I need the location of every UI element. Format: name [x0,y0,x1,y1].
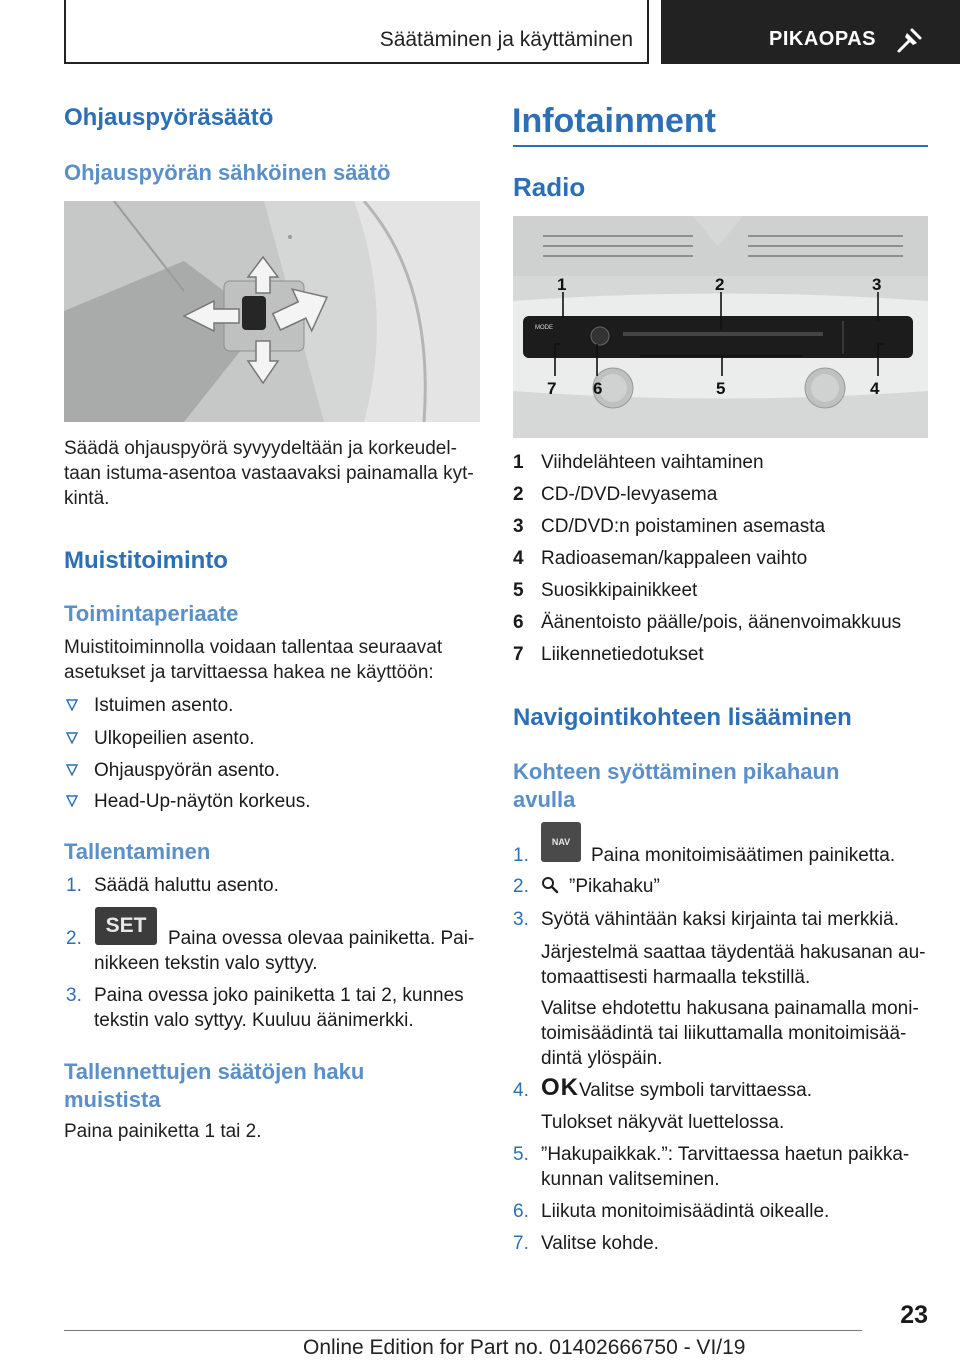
legend-text: Viihdelähteen vaihtaminen [541,452,764,473]
step-text: Tulokset näkyvät luettelossa. [541,1112,785,1133]
principle-description: Muistitoiminnolla voidaan tallentaa seuraavat asetukset ja tarvittaessa hakea ne käyttöön: [64,637,443,683]
step-number: 2. [513,876,529,897]
nav-button-icon: NAV [541,822,581,862]
step-number: 5. [513,1144,529,1165]
heading-rule [513,145,928,147]
step-text: ”Hakupaikkak.”: Tarvittaessa haetun paikka- kunnan valitseminen. [541,1144,910,1190]
legend-number: 7 [513,644,524,665]
step-number: 2. [66,928,82,949]
callout-5: 5 [716,379,726,398]
steering-description: Säädä ohjauspyörä syvyydeltään ja korkeudel- taan istuma-asentoa vastaavaksi painamalla kyt- kintä. [64,438,474,509]
step-text: Liikuta monitoimisäädintä oikealle. [541,1201,830,1222]
step-number: 3. [513,909,529,930]
step-text: Valitse kohde. [541,1233,659,1254]
step-number: 4. [513,1080,529,1101]
legend-text: Äänentoisto päälle/pois, äänenvoimakkuus [541,612,902,633]
legend-number: 2 [513,484,524,505]
callout-2: 2 [715,275,725,294]
legend-number: 4 [513,548,524,569]
step-number: 1. [66,875,82,896]
step-text: ”Pikahaku” [569,876,660,897]
header-tab[interactable] [661,0,960,64]
footer-edition: Online Edition for Part no. 01402666750 - VI/19 [303,1336,746,1359]
callout-7: 7 [547,379,557,398]
heading-radio: Radio [513,172,586,202]
step-number: 1. [513,845,529,866]
triangle-bullet-icon [66,732,78,744]
heading-infotainment: Infotainment [512,102,716,140]
steering-adjust-image [64,201,480,422]
page-number: 23 [900,1301,928,1329]
legend-text: Radioaseman/kappaleen vaihto [541,548,808,569]
step-text: Paina ovessa olevaa painiketta. Pai- [168,928,475,949]
triangle-bullet-icon [66,764,78,776]
search-icon [541,876,559,894]
legend-text: CD-/DVD-levyasema [541,484,718,505]
header-tab-label: PIKAOPAS [769,28,876,50]
step-text: Säädä haluttu asento. [94,875,279,896]
radio-panel-image [513,216,928,438]
step-text: Paina ovessa joko painiketta 1 tai 2, kunnes [94,985,464,1006]
heading-save: Tallentaminen [64,839,211,864]
heading-navigation: Navigointikohteen lisääminen [513,704,852,731]
legend-number: 6 [513,612,524,633]
step-text: Valitse ehdotettu hakusana painamalla moni- toimisäädintä tai liikuttamalla monitoimisää- dintä ylöspäin. [541,998,919,1069]
triangle-bullet-icon [66,699,78,711]
recall-description: Paina painiketta 1 tai 2. [64,1121,262,1142]
step-text: Syötä vähintään kaksi kirjainta tai merkkiä. [541,909,899,930]
legend-text: CD/DVD:n poistaminen asemasta [541,516,826,537]
step-text: Järjestelmä saattaa täydentää hakusanan au- tomaattisesti harmaalla tekstillä. [541,942,926,988]
heading-principle: Toimintaperiaate [64,601,239,626]
callout-1: 1 [557,275,567,294]
step-text: nikkeen tekstin valo syttyy. [94,953,318,974]
step-text: Valitse symboli tarvittaessa. [579,1080,813,1101]
step-number: 7. [513,1233,529,1254]
legend-text: Liikennetiedotukset [541,644,704,665]
legend-number: 5 [513,580,524,601]
callout-4: 4 [870,379,880,398]
step-number: 3. [66,985,82,1006]
set-button-icon: SET [95,907,157,945]
callout-6: 6 [593,379,603,398]
triangle-bullet-icon [66,795,78,807]
legend-number: 3 [513,516,524,537]
step-number: 6. [513,1201,529,1222]
header-section-title: Säätäminen ja käyttäminen [379,28,633,51]
heading-memory: Muistitoiminto [64,547,228,574]
mode-label: MODE [535,325,553,331]
footer-rule [64,1330,862,1331]
legend-number: 1 [513,452,524,473]
heading-steering-electric: Ohjauspyörän sähköinen säätö [64,160,391,185]
callout-3: 3 [872,275,882,294]
step-text: tekstin valo syttyy. Kuuluu äänimerkki. [94,1010,414,1031]
step-text: Paina monitoimisäätimen painiketta. [591,845,896,866]
legend-text: Suosikkipainikkeet [541,580,698,601]
heading-quick-search: Kohteen syöttäminen pikahaun avulla [513,759,840,812]
header-section-box [64,0,649,64]
heading-steering: Ohjauspyöräsäätö [64,104,274,131]
ok-symbol-icon: OK [541,1074,579,1101]
quick-guide-icon [893,25,925,57]
heading-recall: Tallennettujen säätöjen haku muistista [64,1059,365,1112]
